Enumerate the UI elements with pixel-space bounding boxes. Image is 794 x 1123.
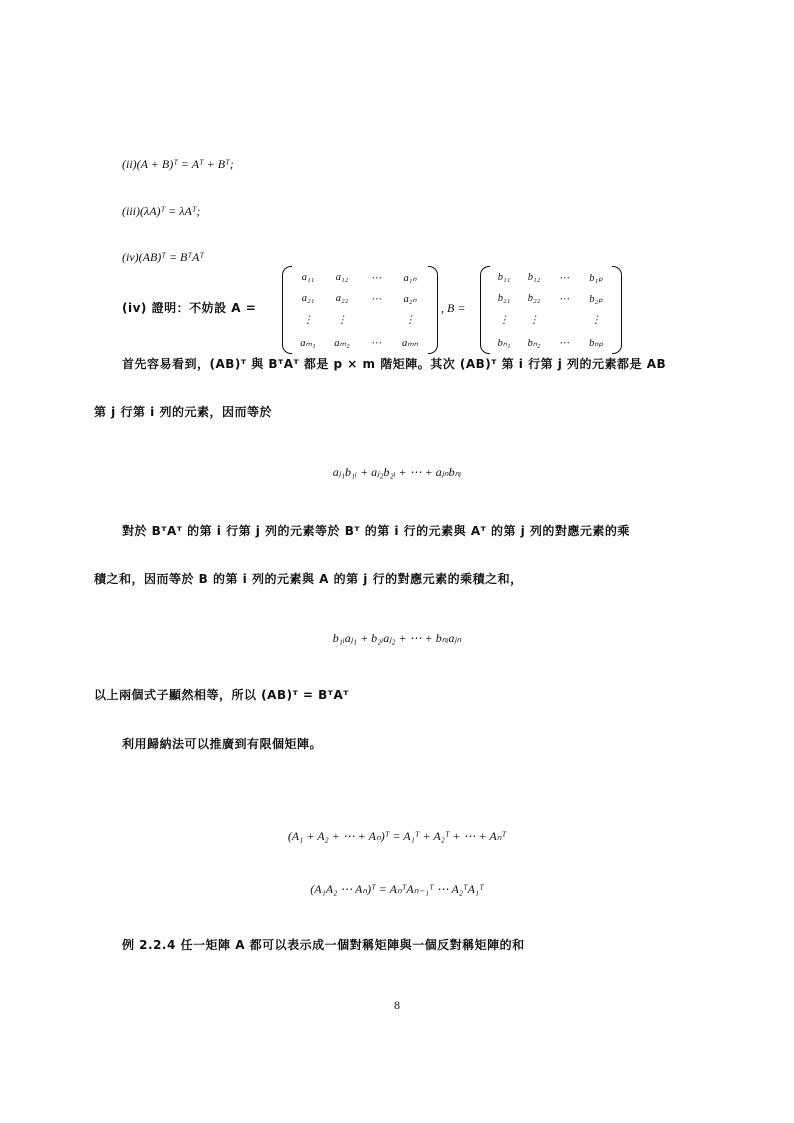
matrix-a-cell: ⋯ [370, 338, 382, 349]
matrix-a [282, 266, 438, 354]
matrix-b-cell: ⋮ [590, 315, 602, 326]
matrix-b-cell: b₂₂ [527, 293, 541, 304]
matrix-a-cell: a₁₁ [301, 272, 315, 283]
proof-line-3: 對於 BᵀAᵀ 的第 i 行第 j 列的元素等於 Bᵀ 的第 i 行的元素與 Aᵀ 的第 j 列的對應元素的乘 [122, 524, 630, 538]
property-ii: (ii)(A + B)ᵀ = Aᵀ + Bᵀ; [122, 157, 234, 171]
generalization-note: 利用歸納法可以推廣到有限個矩陣。 [122, 737, 323, 751]
page-number: 8 [394, 998, 400, 1012]
matrix-b-label: , B = [441, 301, 466, 315]
matrix-a-cell: a₂₁ [301, 293, 315, 304]
proof-line-2: 第 j 行第 i 列的元素，因而等於 [94, 405, 272, 419]
matrix-a-cell: ⋮ [302, 315, 314, 326]
matrix-b-cell: b₁ₚ [589, 273, 603, 284]
matrix-a-cell: aₘ₂ [334, 338, 350, 349]
proof-conclusion: 以上兩個式子顯然相等，所以 (AB)ᵀ = BᵀAᵀ [94, 688, 349, 702]
matrix-a-cell: aₘ₁ [300, 338, 316, 349]
matrix-b-cell: ⋯ [558, 294, 570, 305]
matrix-b-cell: ⋯ [558, 273, 570, 284]
matrix-b-cell: b₁₁ [497, 272, 511, 283]
property-iii: (iii)(λA)ᵀ = λAᵀ; [122, 204, 201, 218]
matrix-b-cell: ⋮ [528, 315, 540, 326]
matrix-b-cell: ⋯ [558, 338, 570, 349]
formula-product-transpose: (A₁A₂ ⋯ Aₙ)ᵀ = AₙᵀAₙ₋₁ᵀ ⋯ A₂ᵀA₁ᵀ [310, 882, 484, 896]
proof-line-1: 首先容易看到，(AB)ᵀ 與 BᵀAᵀ 都是 p × m 階矩陣。其次 (AB)ᵀ 第 i 行第 j 列的元素都是 AB [122, 357, 667, 371]
matrix-b-cell: ⋮ [498, 315, 510, 326]
matrix-b [480, 266, 622, 354]
property-iv: (iv)(AB)ᵀ = BᵀAᵀ [122, 250, 204, 264]
matrix-a-cell: ⋯ [370, 273, 382, 284]
matrix-b-cell: bₙ₂ [527, 338, 541, 349]
proof-lead [122, 301, 256, 316]
matrix-b-cell: b₂₁ [497, 293, 511, 304]
matrix-a-cell: a₂ₙ [403, 294, 417, 305]
matrix-b-cell: bₙₚ [589, 338, 603, 349]
proof-line-4: 積之和，因而等於 B 的第 i 列的元素與 A 的第 j 行的對應元素的乘積之和， [94, 572, 523, 586]
matrix-a-cell: a₂₂ [335, 293, 349, 304]
matrix-a-cell: ⋮ [336, 315, 348, 326]
matrix-b-cell: bₙ₁ [497, 338, 511, 349]
formula-sum-transpose: (A₁ + A₂ + ⋯ + Aₙ)ᵀ = A₁ᵀ + A₂ᵀ + ⋯ + Aₙᵀ [287, 829, 507, 843]
matrix-b-cell: b₁₂ [527, 272, 541, 283]
matrix-b-cell: b₂ₚ [589, 294, 603, 305]
matrix-a-cell: a₁₂ [335, 272, 349, 283]
matrix-a-cell: ⋯ [370, 294, 382, 305]
matrix-a-cell: aₘₙ [402, 338, 418, 349]
example-2-2-4: 例 2.2.4 任一矩陣 A 都可以表示成一個對稱矩陣與一個反對稱矩陣的和 [122, 938, 525, 952]
proof-lead-text: (iv) 證明：不妨設 A = [122, 301, 257, 315]
formula-entry-ab: aⱼ₁b₁ᵢ + aⱼ₂b₂ᵢ + ⋯ + aⱼₙbₙᵢ [332, 465, 462, 479]
formula-entry-bt-at: b₁ᵢaⱼ₁ + b₂ᵢaⱼ₂ + ⋯ + bₙᵢaⱼₙ [332, 631, 462, 645]
matrix-a-cell: a₁ₙ [403, 273, 417, 284]
matrix-a-cell: ⋮ [404, 315, 416, 326]
